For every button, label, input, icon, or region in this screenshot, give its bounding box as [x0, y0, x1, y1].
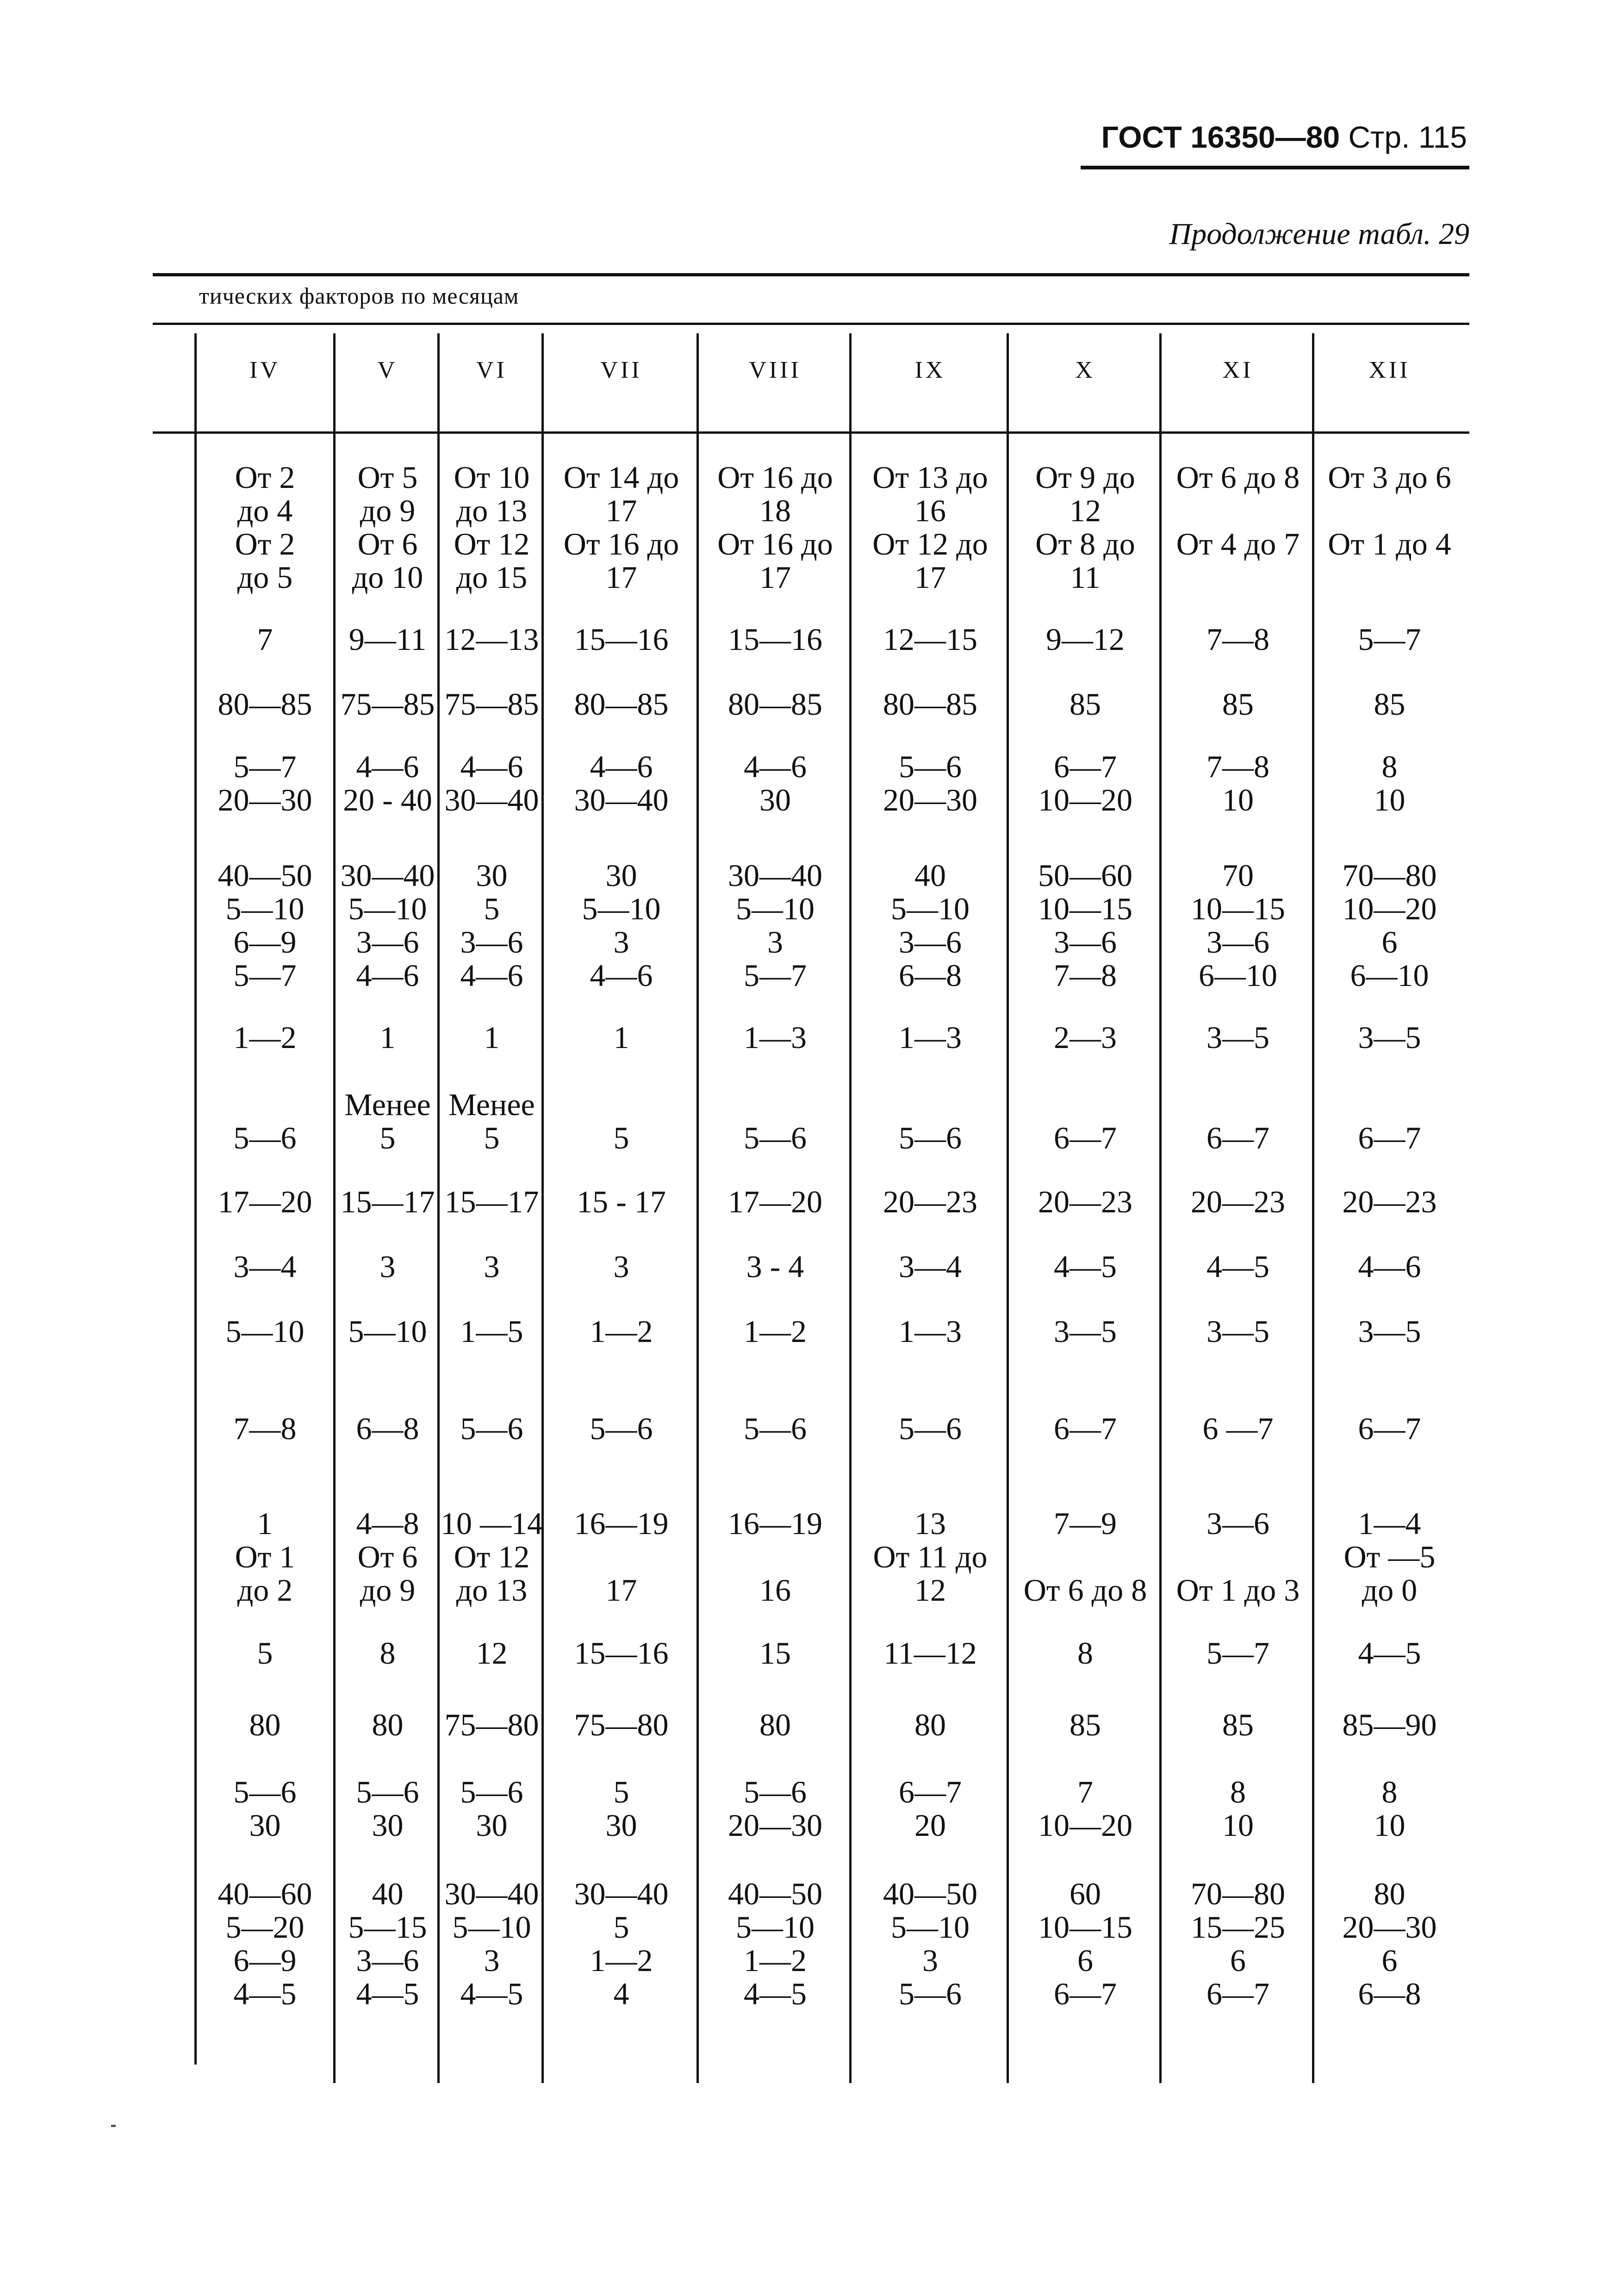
table-cell: 30 5—10 3 4—6: [582, 858, 661, 993]
table-cell: 40 5—10 3—6 6—8: [891, 858, 970, 993]
standard-number: ГОСТ 16350—80: [1101, 120, 1340, 154]
scan-mark: [111, 2125, 116, 2127]
table-cell: 4—6 30—40: [574, 749, 669, 817]
table-cell: 3—5: [1206, 1020, 1269, 1055]
table-cell: 5—6: [744, 1411, 807, 1446]
table-cell: 80: [249, 1707, 281, 1742]
table-cell: 30—40 5—10 3 4—5: [444, 1876, 539, 2011]
table-cell: 20—23: [883, 1184, 977, 1219]
table-cell: 17—20: [218, 1184, 312, 1219]
table-cell: 12—15: [883, 622, 977, 657]
table-cell: От 10 до 13 От 12 до 15: [454, 460, 530, 595]
table-cell: 80—85: [574, 686, 669, 722]
table-cell: 6—7: [1206, 1120, 1269, 1155]
table-cell: От 6 до 8 От 4 до 7: [1176, 460, 1300, 562]
table-cell: 3—5: [1054, 1314, 1117, 1349]
table-cell: 80—85: [218, 686, 312, 722]
table-cell: 5—6: [233, 1120, 297, 1155]
table-cell: 11—12: [883, 1635, 977, 1671]
table-cell: От 9 до 12 От 8 до 11: [1035, 460, 1135, 595]
table-cell: Менее 5: [448, 1087, 535, 1155]
table-cell: 30 5 3—6 4—6: [460, 858, 523, 993]
table-cell: 30—40 5—10 3—6 4—6: [340, 858, 435, 993]
table-cell: 80: [914, 1707, 946, 1742]
table-cell: От 2 до 4 От 2 до 5: [235, 460, 295, 595]
table-cell: 5—7: [1358, 622, 1421, 657]
table-cell: 1 От 1 до 2: [235, 1506, 295, 1608]
table-cell: 5—6: [590, 1411, 653, 1446]
table-cell: 7—8 10: [1206, 749, 1269, 817]
table-cell: От 16 до 18 От 16 до 17: [717, 460, 833, 595]
column-header: XII: [1368, 357, 1411, 383]
table-cell: 3—6 От 1 до 3: [1176, 1506, 1300, 1608]
table-cell: 70 10—15 3—6 6—10: [1191, 858, 1285, 993]
table-cell: 1—2: [233, 1020, 297, 1055]
table-cell: 6—7 10—20: [1038, 749, 1132, 817]
table-header-rule: [153, 431, 1469, 434]
table-cell: 80—85: [728, 686, 822, 722]
column-header: IV: [249, 357, 280, 383]
table-cell: 4—6 20 - 40: [343, 749, 432, 817]
table-cell: 5—6 30: [356, 1774, 419, 1843]
table-cell: 1—3: [899, 1314, 962, 1349]
table-cell: 1—2: [744, 1314, 807, 1349]
table-cell: 5—6: [460, 1411, 523, 1446]
table-cell: 5—10: [225, 1314, 305, 1349]
table-cell: 80 20—30 6 6—8: [1342, 1876, 1437, 2011]
table-cell: 17—20: [728, 1184, 822, 1219]
table-cell: 9—11: [348, 622, 427, 657]
table-cell: 70—80 10—20 6 6—10: [1342, 858, 1437, 993]
table-cell: 3—4: [233, 1249, 297, 1284]
table-cell: 75—80: [574, 1707, 669, 1742]
table-cell: 7 10—20: [1038, 1774, 1132, 1843]
table-cell: 80: [372, 1707, 404, 1742]
table-cell: 1—5: [460, 1314, 523, 1349]
table-cell: 40—60 5—20 6—9 4—5: [218, 1876, 312, 2011]
table-cell: 1: [484, 1020, 500, 1055]
table-cell: 4—6 30: [744, 749, 807, 817]
table-cell: 85—90: [1342, 1707, 1437, 1742]
table-cell: 6—7: [1054, 1411, 1117, 1446]
column-header: VIII: [749, 357, 802, 383]
table-cell: 2—3: [1054, 1020, 1117, 1055]
table-cell: 15—16: [574, 1635, 669, 1671]
table-cell: 13 От 11 до 12: [873, 1506, 988, 1608]
table-cell: 6—7: [1054, 1120, 1117, 1155]
page-number: Стр. 115: [1348, 120, 1467, 154]
table-top-rule: [153, 273, 1469, 276]
table-cell: 6 —7: [1202, 1411, 1274, 1446]
table-cell: 5—6: [899, 1120, 962, 1155]
table-cell: 3—5: [1206, 1314, 1269, 1349]
table-cell: 5—7: [1206, 1635, 1269, 1671]
table-cell: 80: [759, 1707, 791, 1742]
table-cell: 20—23: [1038, 1184, 1132, 1219]
table-cell: 5—6 30: [460, 1774, 523, 1843]
table-cell: 20—23: [1191, 1184, 1285, 1219]
table-cell: 85: [1222, 1707, 1254, 1742]
page-header: [1083, 119, 1467, 155]
table-caption: тических факторов по месяцам: [199, 283, 519, 309]
table-cell: 10 —14 От 12 до 13: [441, 1506, 543, 1608]
table-cell: 40 5—15 3—6 4—5: [348, 1876, 427, 2011]
table-cell: 8 10: [1222, 1774, 1254, 1843]
table-cell: 5—10: [348, 1314, 427, 1349]
table-cell: 40—50 5—10 6—9 5—7: [218, 858, 312, 993]
table-cell: 3: [484, 1249, 500, 1284]
table-cell: 7—9 От 6 до 8: [1023, 1506, 1147, 1608]
table-cell: 8 10: [1374, 749, 1405, 817]
table-cell: 85: [1070, 686, 1101, 722]
table-cell: 75—85: [444, 686, 539, 722]
table-cell: 1: [379, 1020, 396, 1055]
table-cell: 80—85: [883, 686, 977, 722]
table-cell: 85: [1070, 1707, 1101, 1742]
table-cell: 1—3: [899, 1020, 962, 1055]
table-cell: 6—8: [356, 1411, 419, 1446]
table-cell: 9—12: [1046, 622, 1125, 657]
column-header: V: [377, 357, 398, 383]
table-cell: 4—6: [1358, 1249, 1421, 1284]
table-cell: 20—23: [1342, 1184, 1437, 1219]
table-cell: 12—13: [444, 622, 539, 657]
table-cell: 6—7: [1358, 1120, 1421, 1155]
table-cell: 15—17: [340, 1184, 435, 1219]
table-cell: 5—6 20—30: [728, 1774, 822, 1843]
table-cell: 4—5: [1054, 1249, 1117, 1284]
table-cell: 3: [613, 1249, 629, 1284]
table-cell: 1—2: [590, 1314, 653, 1349]
table-cell: 7: [257, 622, 273, 657]
table-cell: 4—6 30—40: [444, 749, 539, 817]
table-cell: 70—80 15—25 6 6—7: [1191, 1876, 1285, 2011]
table-cell: 5: [257, 1635, 273, 1671]
table-cell: 6—7 20: [899, 1774, 962, 1843]
table-cell: От 13 до 16 От 12 до 17: [872, 460, 988, 595]
table-cell: 5—6: [899, 1411, 962, 1446]
table-cell: 8: [1077, 1635, 1093, 1671]
table-cell: 60 10—15 6 6—7: [1038, 1876, 1132, 2011]
table-cell: 3—5: [1358, 1020, 1421, 1055]
table-cell: 75—85: [340, 686, 435, 722]
table-cell: 15—16: [574, 622, 669, 657]
column-header: X: [1075, 357, 1095, 383]
table-cell: 16—19 17: [574, 1506, 669, 1608]
table-cell: 5—6 20—30: [883, 749, 977, 817]
table-cell: 8 10: [1374, 1774, 1405, 1843]
table-continuation-label: Продолжение табл. 29: [1169, 217, 1469, 251]
table-cell: От 5 до 9 От 6 до 10: [352, 460, 423, 595]
table-cell: 7—8: [233, 1411, 297, 1446]
table-cell: 15—16: [728, 622, 822, 657]
column-header: IX: [914, 357, 946, 383]
table-cell: 40—50 5—10 1—2 4—5: [728, 1876, 822, 2011]
table-cell: 5—6: [744, 1120, 807, 1155]
table-cell: 7—8: [1206, 622, 1269, 657]
table-cell: 30—40 5—10 3 5—7: [728, 858, 822, 993]
column-header: VII: [600, 357, 642, 383]
table-cell: 4—8 От 6 до 9: [356, 1506, 419, 1608]
table-cell: Менее 5: [344, 1087, 431, 1155]
table-cell: От 3 до 6 От 1 до 4: [1328, 460, 1451, 562]
table-cell: От 14 до 17 От 16 до 17: [563, 460, 679, 595]
table-cell: 3—4: [899, 1249, 962, 1284]
table-cell: 75—80: [444, 1707, 539, 1742]
table-cell: 50—60 10—15 3—6 7—8: [1038, 858, 1132, 993]
table-cell: 8: [379, 1635, 396, 1671]
table-cell: 40—50 5—10 3 5—6: [883, 1876, 977, 2011]
table-cell: 85: [1222, 686, 1254, 722]
column-header: XI: [1222, 357, 1254, 383]
table-cell: 12: [476, 1635, 508, 1671]
table-cell: 5—6 30: [233, 1774, 297, 1843]
table-cell: 3: [379, 1249, 396, 1284]
table-cell: 15—17: [444, 1184, 539, 1219]
table-cell: 3—5: [1358, 1314, 1421, 1349]
table-caption-rule: [153, 323, 1469, 325]
header-rule: [1081, 166, 1469, 169]
table-cell: 1—4 От —5 до 0: [1343, 1506, 1436, 1608]
table-cell: 1—3: [744, 1020, 807, 1055]
table-cell: 15 - 17: [577, 1184, 666, 1219]
table-cell: 5 30: [605, 1774, 637, 1843]
table-cell: 1: [613, 1020, 629, 1055]
table-cell: 16—19 16: [728, 1506, 822, 1608]
table-cell: 5—7 20—30: [218, 749, 312, 817]
table-cell: 4—5: [1358, 1635, 1421, 1671]
table-cell: 6—7: [1358, 1411, 1421, 1446]
table-cell: 5: [613, 1120, 629, 1155]
table-cell: 30—40 5 1—2 4: [574, 1876, 669, 2011]
table-cell: 4—5: [1206, 1249, 1269, 1284]
table-cell: 3 - 4: [746, 1249, 804, 1284]
column-header: VI: [476, 357, 507, 383]
table-cell: 15: [759, 1635, 791, 1671]
table-cell: 85: [1374, 686, 1405, 722]
